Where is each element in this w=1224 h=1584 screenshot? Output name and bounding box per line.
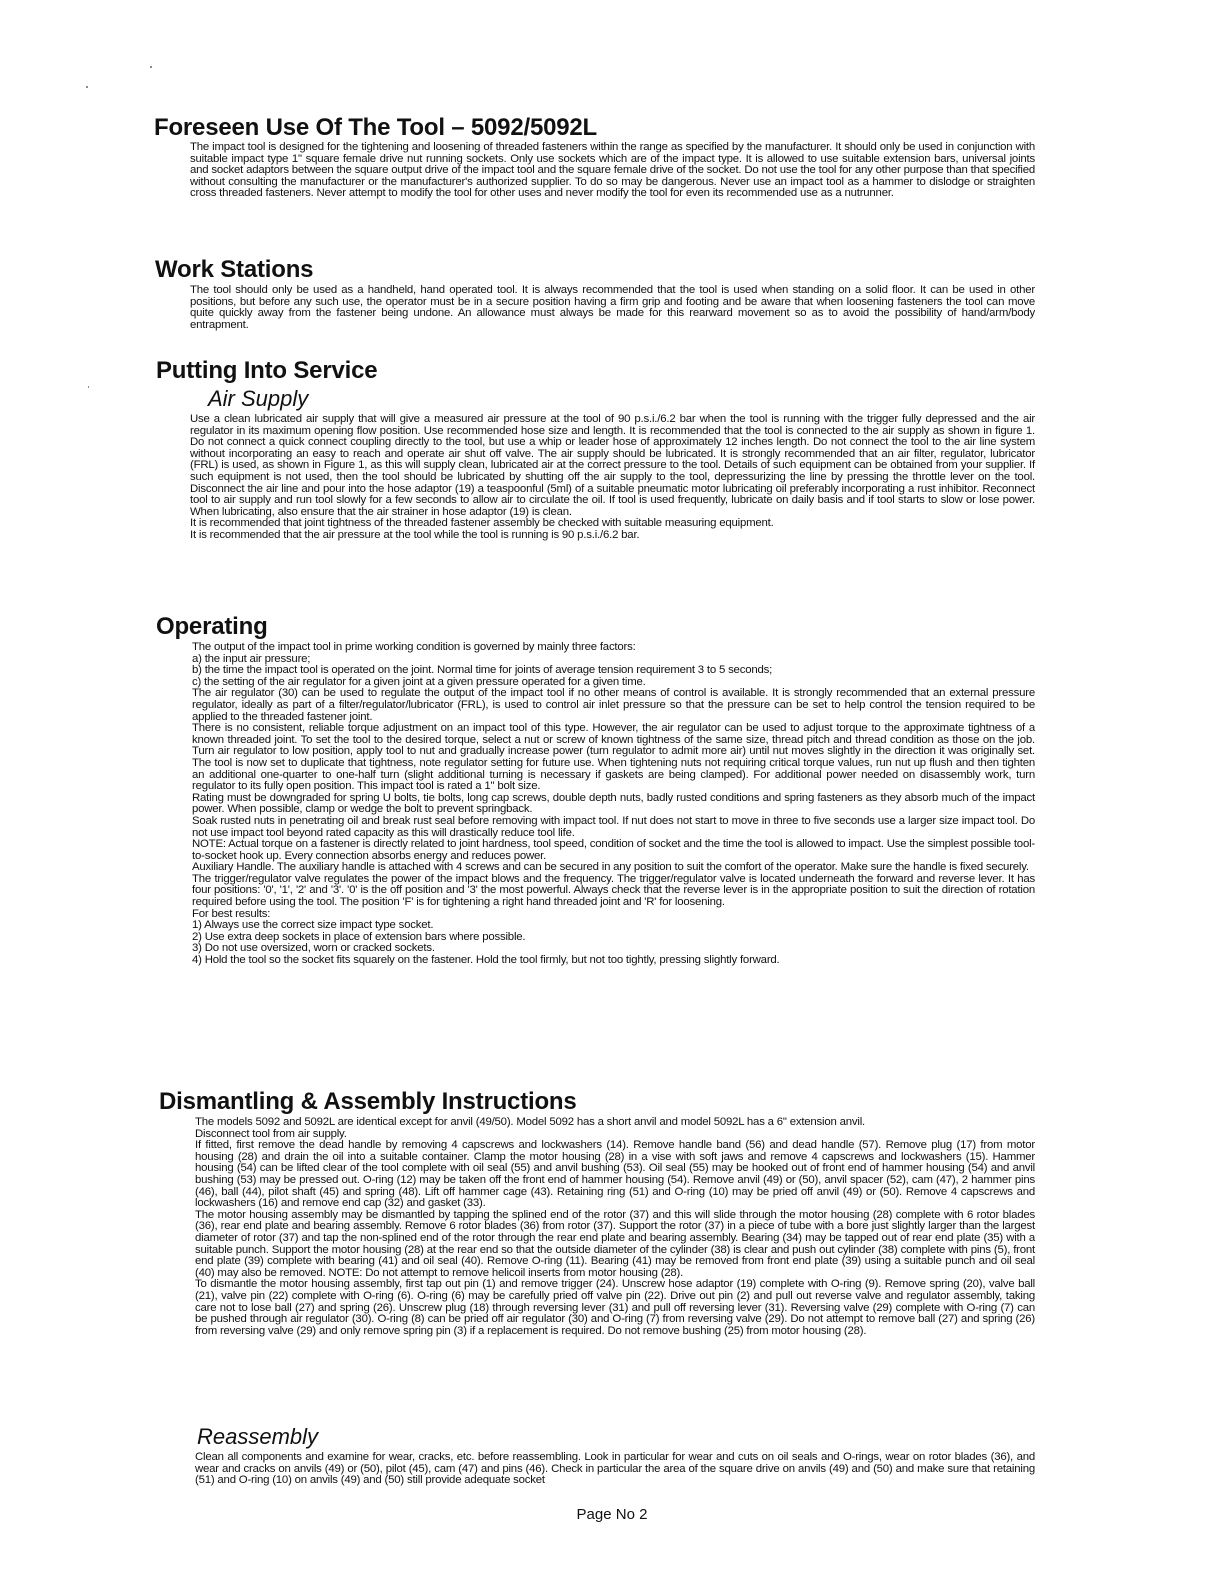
paragraph: The output of the impact tool in prime working condition is governed by mainly three factors:: [192, 641, 636, 653]
section-body-work-stations: [190, 285, 1035, 331]
section-body-dismantling: [195, 1117, 1035, 1337]
section-title-dismantling-assembly: Dismantling & Assembly Instructions: [159, 1088, 577, 1115]
paragraph: There is no consistent, reliable torque adjustment on an impact tool of this type. However, the air regulator can be used to adjust torque to the approximate tightness of a known threaded joint. To set the tool to the desired torque, select a nut or screw of known tightness of the same size, thread pitch and thread condition as those on the job. Turn air regulator to low position, apply tool to nut and gradually increase power (turn regulator to admit more air) until nut moves slightly in the direction it was originally set. The tool is now set to duplicate that tightness, note regulator setting for future use. When tightening nuts not requiring critical torque values, run nut up flush and then tighten an additional one-quarter to one-half turn (slight additional turning is necessary if gaskets are being clamped). For additional power needed on disassembly work, turn regulator to its fully open position. This impact tool is rated a 1" bolt size.: [192, 722, 1035, 793]
paragraph: Clean all components and examine for wear, cracks, etc. before reassembling. Look in particular for wear and cuts on oil seals and O-rings, wear on rotor blades (36), and wear and cracks on anvils (49) or (50), pilot (45), cam (47) and pins (46). Check in particular the area of the square drive on anvils (49) and (50) and make sure that retaining (51) and O-ring (10) on anvils (49) and (50) still provide adequate socket: [195, 1451, 1035, 1487]
paragraph: b) the time the impact tool is operated on the joint. Normal time for joints of average tension requirement 3 to 5 seconds;: [192, 664, 773, 677]
list-item: 2) Use extra deep sockets in place of extension bars where possible.: [192, 930, 526, 943]
scan-speck: [88, 386, 89, 388]
paragraph: If fitted, first remove the dead handle by removing 4 capscrews and lockwashers (14). Remove handle band (56) and dead handle (57). Remove plug (17) from motor housing (28) and drain the oil into a suitable container. Clamp the motor housing (28) in a vise with soft jaws and remove 4 capscrews and lockwashers (15). Hammer housing (54) can be lifted clear of the tool complete with oil seal (55) and anvil bushing (53). Oil seal (55) may be hooked out of front end of hammer housing (54) and anvil bushing (53) may be pressed out. O-ring (12) may be taken off the front end of hammer housing (54). Remove anvil (49) or (50), anvil spacer (52), cam (47), 2 hammer pins (46), ball (44), pilot shaft (45) and spring (48). Lift off hammer cage (43). Retaining ring (51) and O-ring (10) may be pried off anvil (49) or (50). Remove 4 capscrews and lockwashers (16) and remove end cap (32) and gasket (33).: [195, 1139, 1035, 1210]
paragraph: The air regulator (30) can be used to regulate the output of the impact tool if no other means of control is available. It is strongly recommended that an external pressure regulator, ideally as part of a filter/regulator/lubricator (FRL), is used to control air inlet pressure so that the pressure can be set to help control the tension required to be applied to the threaded fastener joint.: [192, 687, 1035, 723]
scan-speck: [86, 86, 88, 88]
paragraph: The motor housing assembly may be dismantled by tapping the splined end of the rotor (37) and this will slide through the motor housing (28) complete with 6 rotor blades (36), rear end plate and bearing assembly. Remove 6 rotor blades (36) from rotor (37). Support the rotor (37) in a piece of tube with a bore just slightly larger than the largest diameter of rotor (37) and tap the non-splined end of the rotor through the rear end plate and bearing assembly. Bearing (34) may be tapped out of rear end plate (35) with a suitable punch. Support the motor housing (28) at the rear end so that the outside diameter of the cylinder (38) is clear and push out cylinder (38) complete with pins (5), front end plate (39) complete with bearing (41) and oil seal (40). Remove O-ring (11). Bearing (41) may be removed from front end plate (39) using a suitable punch and oil seal (40) may also be removed. NOTE: Do not attempt to remove helicoil inserts from motor housing (28).: [195, 1208, 1035, 1279]
paragraph: It is recommended that joint tightness of the threaded fastener assembly be checked with suitable measuring equipment.: [190, 517, 774, 530]
subsection-title-reassembly: Reassembly: [197, 1424, 319, 1449]
section-title-operating: Operating: [156, 613, 268, 640]
section-body-air-supply: [190, 414, 1035, 542]
section-body-reassembly: [195, 1452, 1035, 1487]
paragraph: The tool should only be used as a handheld, hand operated tool. It is always recommended that the tool is used when standing on a solid floor. It can be used in other positions, but before any such use, the operator must be in a secure position having a firm grip and footing and be aware that when loosening fasteners the tool can move quite quickly away from the fastener being undone. An allowance must always be made for this rearward movement so as to avoid the possibility of hand/arm/body entrapment.: [190, 284, 1035, 331]
subsection-title-air-supply: Air Supply: [208, 386, 309, 411]
paragraph: For best results:: [192, 907, 271, 920]
paragraph: Soak rusted nuts in penetrating oil and break rust seal before removing with impact tool. If nut does not start to move in three to five seconds use a larger size impact tool. Do not use impact tool beyond rated capacity as this will drastically reduce tool life.: [192, 814, 1035, 839]
list-item: 4) Hold the tool so the socket fits squarely on the fastener. Hold the tool firmly, but not too tightly, pressing slightly forward.: [192, 954, 780, 967]
list-item: 1) Always use the correct size impact type socket.: [192, 919, 434, 932]
paragraph: Rating must be downgraded for spring U bolts, tie bolts, long cap screws, double depth nuts, badly rusted conditions and spring fasteners as they absorb much of the impact power. When possible, clamp or wedge the bolt to prevent springback.: [192, 791, 1035, 816]
paragraph: The impact tool is designed for the tightening and loosening of threaded fasteners within the range as specified by the manufacturer. It should only be used in conjunction with suitable impact type 1" square female drive nut running sockets. Only use sockets which are of the impact type. It is allowed to use suitable extension bars, universal joints and socket adaptors between the square output drive of the impact tool and the square female drive of the socket. Do not use the tool for any other purpose than that specified without consulting the manufacturer or the manufacturer's authorized supplier. To do so may be dangerous. Never use an impact tool as a hammer to dislodge or straighten cross threaded fasteners. Never attempt to modify the tool for other uses and never modify the tool for even its recommended use as a nutrunner.: [190, 141, 1035, 200]
scan-speck: [150, 66, 152, 68]
section-title-foreseen-use: Foreseen Use Of The Tool – 5092/5092L: [154, 114, 597, 141]
paragraph: To dismantle the motor housing assembly, first tap out pin (1) and remove trigger (24). Unscrew hose adaptor (19) complete with O-ring (9). Remove spring (20), valve ball (21), valve pin (22) complete with O-ring (6). O-ring (6) may be carefully pried off valve pin (22). Drive out pin (2) and pull out reverse valve and regulator assembly, taking care not to lose ball (27) and spring (26). Unscrew plug (18) through reversing lever (31) and pull off reversing lever (31). Reversing valve (29) complete with O-ring (7) can be pushed through air regulator (30). O-ring (8) can be pried off air regulator (30) and O-ring (7) from reversing valve (29). Do not attempt to remove ball (27) and spring (26) from reversing valve (29) and only remove spring pin (3) if a replacement is required. Do not remove bushing (25) from motor housing (28).: [195, 1278, 1035, 1337]
paragraph: It is recommended that the air pressure at the tool while the tool is running is 90 p.s.i./6.2 bar.: [190, 528, 640, 541]
list-item: 3) Do not use oversized, worn or cracked sockets.: [192, 942, 435, 955]
paragraph: Disconnect tool from air supply.: [195, 1127, 347, 1140]
paragraph: Auxiliary Handle. The auxiliary handle is attached with 4 screws and can be secured in any position to suit the comfort of the operator. Make sure the handle is fixed securely.: [192, 861, 1029, 874]
page-number: Page No 2: [576, 1506, 648, 1523]
paragraph: c) the setting of the air regulator for a given joint at a given pressure operated for a given time.: [192, 675, 646, 688]
paragraph: a) the input air pressure;: [192, 652, 311, 665]
section-title-work-stations: Work Stations: [155, 256, 314, 283]
paragraph: Use a clean lubricated air supply that will give a measured air pressure at the tool of 90 p.s.i./6.2 bar when the tool is running with the trigger fully depressed and the air regulator in its maximum opening flow position. Use recommended hose size and length. It is recommended that the tool is connected to the air supply as shown in figure 1. Do not connect a quick connect coupling directly to the tool, but use a whip or leader hose of approximately 12 inches length. Do not connect the tool to the air line system without incorporating an easy to reach and operate air shut off valve. The air supply should be lubricated. It is strongly recommended that an air filter, regulator, lubricator (FRL) is used, as shown in Figure 1, as this will supply clean, lubricated air at the correct pressure to the tool. Details of such equipment can be obtained from your supplier. If such equipment is not used, then the tool should be lubricated by shutting off the air supply to the tool, depressurizing the line by pressing the throttle lever on the tool. Disconnect the air line and pour into the hose adaptor (19) a teaspoonful (5ml) of a suitable pneumatic motor lubricating oil preferably incorporating a rust inhibitor. Reconnect tool to air supply and run tool slowly for a few seconds to allow air to circulate the oil. If tool is used frequently, lubricate on daily basis and if tool starts to slow or lose power. When lubricating, also ensure that the air strainer in hose adaptor (19) is clean.: [190, 413, 1035, 518]
paragraph: NOTE: Actual torque on a fastener is directly related to joint hardness, tool speed, condition of socket and the time the tool is allowed to impact. Use the simplest possible tool-to-socket hook up. Every connection absorbs energy and reduces power.: [192, 838, 1035, 862]
section-title-putting-into-service: Putting Into Service: [156, 357, 378, 384]
section-body-operating: [192, 642, 1035, 967]
section-body-foreseen-use: [190, 142, 1035, 200]
paragraph: The models 5092 and 5092L are identical except for anvil (49/50). Model 5092 has a short anvil and model 5092L has a 6" extension anvil.: [195, 1116, 866, 1128]
paragraph: The trigger/regulator valve regulates the power of the impact blows and the frequency. The trigger/regulator valve is located underneath the forward and reverse lever. It has four positions: '0', '1', '2' and '3'. '0' is the off position and '3' the most powerful. Always check that the reverse lever is in the appropriate position to suit the direction of rotation required before using the tool. The position 'F' is for tightening a right hand threaded joint and 'R' for loosening.: [192, 872, 1035, 909]
